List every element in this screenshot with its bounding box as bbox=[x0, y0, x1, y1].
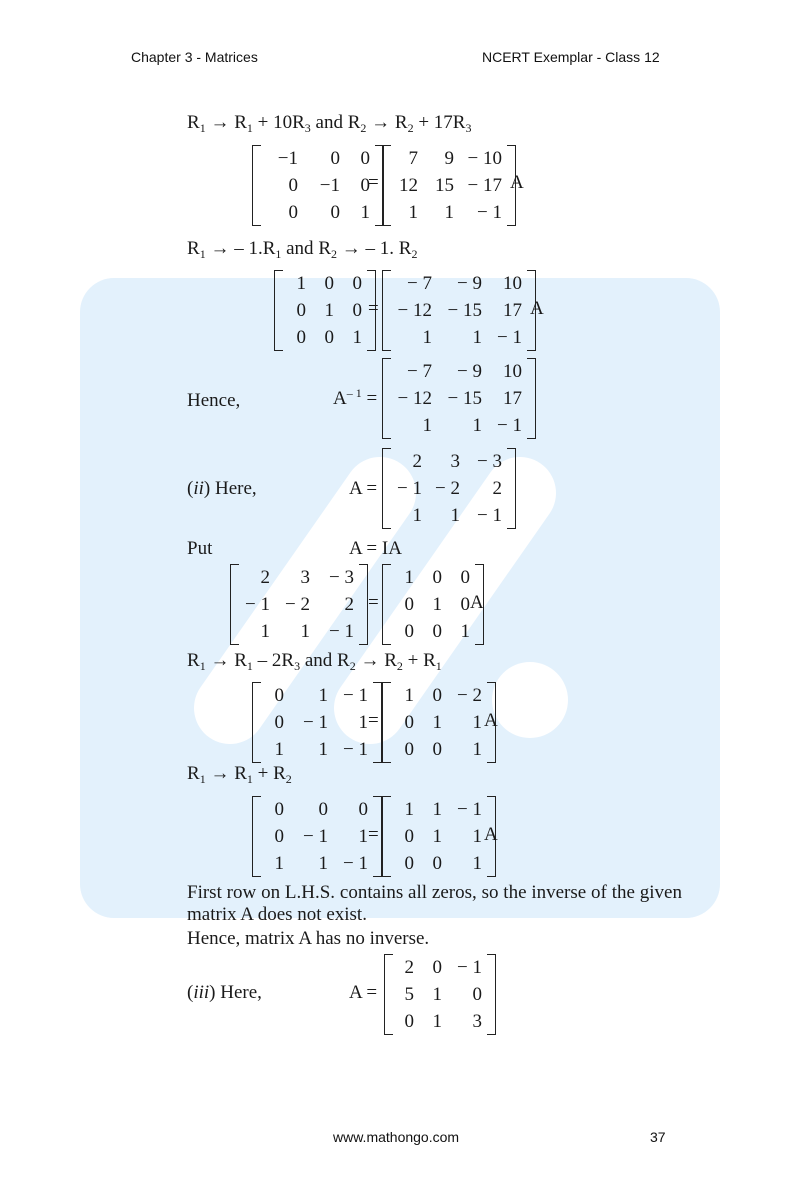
left-bracket bbox=[382, 448, 391, 529]
matrix-cell: − 1 bbox=[477, 202, 502, 223]
matrix-cell: − 1 bbox=[329, 621, 354, 642]
left-bracket bbox=[230, 564, 239, 645]
matrix-cell: − 15 bbox=[447, 388, 482, 409]
matrix-cell: 1 bbox=[472, 712, 482, 733]
matrix-cell: 1 bbox=[432, 594, 442, 615]
a-equals-ia: A = IA bbox=[349, 538, 402, 559]
matrix-cell: 10 bbox=[503, 361, 522, 382]
matrix-cell: 0 bbox=[460, 567, 470, 588]
matrix-cell: 0 bbox=[404, 853, 414, 874]
matrix-cell: 5 bbox=[404, 984, 414, 1005]
matrix-cell: 0 bbox=[274, 799, 284, 820]
a-equals-label: A = bbox=[349, 982, 378, 1003]
left-bracket bbox=[382, 358, 391, 439]
equals-sign: = bbox=[368, 592, 379, 613]
matrix-cell: − 1 bbox=[397, 478, 422, 499]
part-number: ii bbox=[193, 478, 204, 499]
matrix-cell: 1 bbox=[432, 712, 442, 733]
matrix-cell: 0 bbox=[358, 799, 368, 820]
matrix-cell: 0 bbox=[330, 148, 340, 169]
left-bracket bbox=[274, 270, 283, 351]
part-ii-label: (ii) Here, bbox=[187, 478, 257, 499]
matrix-cell: − 1 bbox=[343, 739, 368, 760]
matrix-cell: − 1 bbox=[457, 799, 482, 820]
left-bracket bbox=[382, 145, 391, 226]
matrix-cell: 9 bbox=[444, 148, 454, 169]
here-label: Here, bbox=[215, 982, 262, 1003]
matrix-cell: 1 bbox=[300, 621, 310, 642]
matrix-cell: − 1 bbox=[245, 594, 270, 615]
matrix-cell: 1 bbox=[472, 415, 482, 436]
matrix-cell: 0 bbox=[432, 621, 442, 642]
matrix-cell: 2 bbox=[492, 478, 502, 499]
left-bracket bbox=[384, 954, 393, 1035]
matrix-cell: 0 bbox=[274, 685, 284, 706]
matrix-cell: 1 bbox=[432, 826, 442, 847]
matrix-cell: 17 bbox=[503, 300, 522, 321]
matrix-cell: 2 bbox=[404, 957, 414, 978]
conclusion-paragraph: First row on L.H.S. contains all zeros, so the inverse of the given matrix A does not exist. bbox=[187, 882, 682, 925]
matrix-cell: 3 bbox=[450, 451, 460, 472]
right-bracket bbox=[487, 954, 496, 1035]
matrix-cell: 0 bbox=[324, 273, 334, 294]
matrix-cell: − 9 bbox=[457, 273, 482, 294]
inverse-exponent: – 1 bbox=[346, 386, 362, 400]
a-equals-label: A = bbox=[349, 478, 378, 499]
left-bracket bbox=[252, 145, 261, 226]
and-label: and bbox=[315, 112, 343, 133]
matrix-cell: 1 bbox=[472, 739, 482, 760]
matrix-cell: 0 bbox=[404, 826, 414, 847]
row-operation-3: $R_1 \to R_1 - 2R_3$ and $R_2 \to R_2 + R_1$ bbox=[187, 650, 442, 673]
matrix-cell: − 9 bbox=[457, 361, 482, 382]
row-operation-1: $R_1 \to R_1 + 10R_3$ and $R_2 \to R_2 + 17R_3$ bbox=[187, 112, 472, 135]
matrix-cell: 1 bbox=[408, 202, 418, 223]
header-book: NCERT Exemplar - Class 12 bbox=[482, 49, 660, 65]
matrix-cell: 0 bbox=[404, 621, 414, 642]
matrix-cell: − 1 bbox=[497, 415, 522, 436]
matrix-cell: 0 bbox=[404, 594, 414, 615]
matrix-cell: 3 bbox=[472, 1011, 482, 1032]
matrix-cell: 0 bbox=[296, 300, 306, 321]
and-label: and bbox=[286, 238, 314, 259]
header-chapter: Chapter 3 - Matrices bbox=[131, 49, 258, 65]
matrix-cell: 17 bbox=[503, 388, 522, 409]
matrix-cell: − 1 bbox=[303, 712, 328, 733]
matrix-cell: − 1 bbox=[497, 327, 522, 348]
equals-sign: = bbox=[368, 298, 379, 319]
matrix-cell: 1 bbox=[318, 853, 328, 874]
matrix-m3-lhs bbox=[240, 564, 358, 645]
matrix-cell: 0 bbox=[432, 739, 442, 760]
matrix-m1-lhs bbox=[262, 145, 374, 226]
matrix-cell: 0 bbox=[274, 826, 284, 847]
right-bracket bbox=[359, 564, 368, 645]
matrix-cell: − 10 bbox=[467, 148, 502, 169]
matrix-cell: 0 bbox=[404, 712, 414, 733]
matrix-cell: 0 bbox=[404, 1011, 414, 1032]
left-bracket bbox=[382, 270, 391, 351]
matrix-cell: 10 bbox=[503, 273, 522, 294]
matrix-cell: 1 bbox=[404, 567, 414, 588]
matrix-a-ii bbox=[392, 448, 506, 529]
conclusion-no-inverse: Hence, matrix A has no inverse. bbox=[187, 928, 430, 949]
matrix-a-inverse bbox=[392, 358, 526, 439]
equals-sign: = bbox=[368, 824, 379, 845]
matrix-cell: 0 bbox=[432, 957, 442, 978]
and-label: and bbox=[304, 650, 333, 671]
matrix-m4-rhs bbox=[392, 682, 486, 763]
matrix-cell: 3 bbox=[300, 567, 310, 588]
matrix-cell: 1 bbox=[404, 799, 414, 820]
matrix-cell: 1 bbox=[358, 826, 368, 847]
matrix-cell: 0 bbox=[432, 567, 442, 588]
matrix-cell: 1 bbox=[318, 685, 328, 706]
matrix-cell: − 12 bbox=[397, 300, 432, 321]
matrix-cell: 0 bbox=[360, 175, 370, 196]
matrix-cell: 1 bbox=[422, 415, 432, 436]
matrix-cell: − 7 bbox=[407, 273, 432, 294]
footer-website: www.mathongo.com bbox=[333, 1129, 460, 1145]
matrix-cell: 7 bbox=[408, 148, 418, 169]
matrix-cell: 0 bbox=[432, 685, 442, 706]
matrix-cell: 1 bbox=[432, 799, 442, 820]
matrix-cell: − 15 bbox=[447, 300, 482, 321]
matrix-m2-lhs bbox=[284, 270, 366, 351]
row-operation-2: $R_1$ → – $1.R_1$ and $R_2$ → – 1. $R_2$ bbox=[187, 238, 418, 261]
matrix-cell: 1 bbox=[432, 984, 442, 1005]
matrix-cell: 0 bbox=[432, 853, 442, 874]
matrix-cell: 1 bbox=[404, 685, 414, 706]
a-inverse-label: $A^{- 1}$ = bbox=[333, 386, 378, 409]
part-number: iii bbox=[193, 982, 210, 1003]
matrix-cell: 0 bbox=[472, 984, 482, 1005]
matrix-cell: −1 bbox=[277, 148, 298, 169]
right-bracket bbox=[507, 448, 516, 529]
matrix-A-label: A bbox=[530, 298, 544, 319]
matrix-cell: 2 bbox=[344, 594, 354, 615]
matrix-A-label: A bbox=[484, 824, 498, 845]
matrix-cell: − 2 bbox=[435, 478, 460, 499]
matrix-cell: − 17 bbox=[467, 175, 502, 196]
matrix-A-label: A bbox=[510, 172, 524, 193]
matrix-cell: − 3 bbox=[477, 451, 502, 472]
matrix-cell: 15 bbox=[435, 175, 454, 196]
matrix-cell: 1 bbox=[318, 739, 328, 760]
matrix-cell: 1 bbox=[352, 327, 362, 348]
matrix-cell: 2 bbox=[260, 567, 270, 588]
matrix-a-iii bbox=[394, 954, 486, 1035]
matrix-cell: 1 bbox=[450, 505, 460, 526]
put-label: Put bbox=[187, 538, 213, 559]
matrix-cell: − 1 bbox=[343, 853, 368, 874]
matrix-cell: − 3 bbox=[329, 567, 354, 588]
matrix-cell: 12 bbox=[399, 175, 418, 196]
matrix-cell: 1 bbox=[358, 712, 368, 733]
matrix-cell: − 2 bbox=[457, 685, 482, 706]
matrix-cell: − 1 bbox=[343, 685, 368, 706]
right-bracket bbox=[527, 358, 536, 439]
matrix-cell: 0 bbox=[460, 594, 470, 615]
matrix-cell: 1 bbox=[274, 739, 284, 760]
matrix-cell: 0 bbox=[324, 327, 334, 348]
matrix-cell: 0 bbox=[352, 273, 362, 294]
matrix-cell: 0 bbox=[330, 202, 340, 223]
matrix-cell: 2 bbox=[412, 451, 422, 472]
matrix-cell: 0 bbox=[352, 300, 362, 321]
matrix-cell: −1 bbox=[319, 175, 340, 196]
matrix-cell: 1 bbox=[274, 853, 284, 874]
matrix-cell: 1 bbox=[360, 202, 370, 223]
matrix-A-label: A bbox=[470, 592, 484, 613]
matrix-cell: − 7 bbox=[407, 361, 432, 382]
equals-sign: = bbox=[368, 172, 379, 193]
matrix-cell: 1 bbox=[472, 826, 482, 847]
matrix-cell: 1 bbox=[460, 621, 470, 642]
matrix-cell: − 12 bbox=[397, 388, 432, 409]
matrix-m5-rhs bbox=[392, 796, 486, 877]
matrix-cell: − 2 bbox=[285, 594, 310, 615]
matrix-cell: − 1 bbox=[457, 957, 482, 978]
a-symbol: A bbox=[333, 388, 347, 409]
matrix-cell: 0 bbox=[296, 327, 306, 348]
matrix-cell: 1 bbox=[296, 273, 306, 294]
matrix-A-label: A bbox=[484, 710, 498, 731]
matrix-cell: 1 bbox=[444, 202, 454, 223]
hence-label: Hence, bbox=[187, 390, 241, 411]
matrix-cell: 0 bbox=[274, 712, 284, 733]
matrix-cell: 1 bbox=[412, 505, 422, 526]
matrix-m2-rhs bbox=[392, 270, 526, 351]
matrix-cell: 0 bbox=[404, 739, 414, 760]
matrix-cell: 1 bbox=[472, 327, 482, 348]
left-bracket bbox=[382, 682, 391, 763]
matrix-m5-lhs bbox=[262, 796, 372, 877]
matrix-cell: − 1 bbox=[303, 826, 328, 847]
matrix-cell: 0 bbox=[360, 148, 370, 169]
matrix-m1-rhs bbox=[392, 145, 506, 226]
left-bracket bbox=[382, 796, 391, 877]
matrix-cell: 1 bbox=[432, 1011, 442, 1032]
part-iii-label: (iii) Here, bbox=[187, 982, 262, 1003]
page-number: 37 bbox=[650, 1129, 666, 1145]
matrix-m4-lhs bbox=[262, 682, 372, 763]
matrix-cell: 1 bbox=[422, 327, 432, 348]
matrix-cell: 0 bbox=[318, 799, 328, 820]
matrix-cell: 0 bbox=[288, 175, 298, 196]
matrix-cell: − 1 bbox=[477, 505, 502, 526]
equals-sign: = bbox=[368, 710, 379, 731]
left-bracket bbox=[382, 564, 391, 645]
matrix-cell: 0 bbox=[288, 202, 298, 223]
left-bracket bbox=[252, 796, 261, 877]
left-bracket bbox=[252, 682, 261, 763]
matrix-cell: 1 bbox=[260, 621, 270, 642]
matrix-m3-rhs bbox=[392, 564, 474, 645]
matrix-cell: 1 bbox=[324, 300, 334, 321]
matrix-cell: 1 bbox=[472, 853, 482, 874]
row-operation-4: $R_1 \to R_1 + R_2$ bbox=[187, 763, 292, 786]
here-label: Here, bbox=[210, 478, 257, 499]
